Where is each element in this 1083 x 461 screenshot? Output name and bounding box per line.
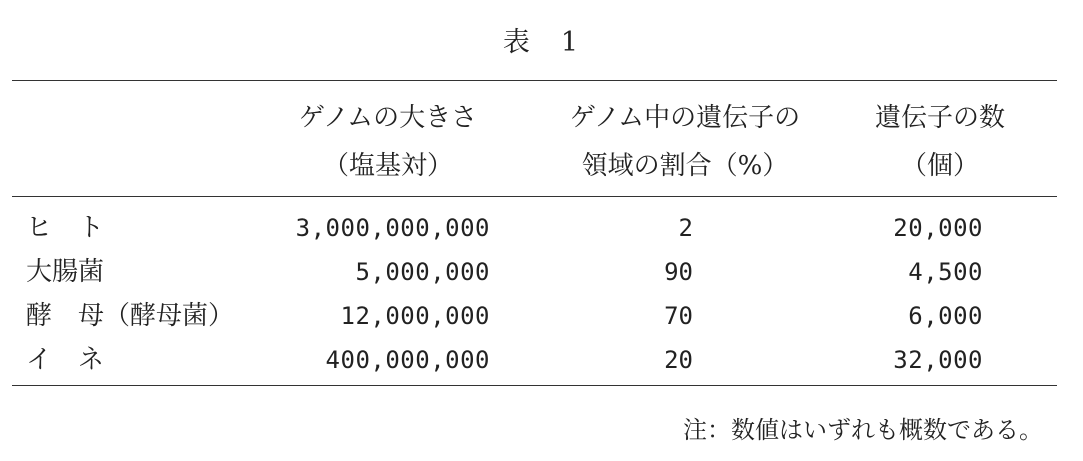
table-bottom-rule [12,385,1057,386]
gene-count-value: 6,000 [908,302,983,330]
header-genome-size [268,94,508,190]
table-title: 表 1 [502,27,581,58]
header-gene-count-line2: （個） [900,151,979,181]
table-row [0,294,1083,338]
table-row [0,250,1083,294]
header-gene-region-pct [540,94,830,190]
gene-region-pct-value: 20 [664,346,693,374]
organism-name: 大腸菌 [26,257,105,287]
gene-count-value: 32,000 [893,346,983,374]
header-genome-size-line2: （塩基対） [322,151,453,181]
genome-size-value: 400,000,000 [325,346,490,374]
organism-name: 酵 母（酵母菌） [26,301,235,331]
gene-count-value: 20,000 [893,214,983,242]
gene-region-pct-value: 90 [664,258,693,286]
table-top-rule [12,80,1057,81]
header-gene-region-pct-line2: 領域の割合（%） [581,151,789,181]
gene-region-pct-value: 70 [664,302,693,330]
genome-size-value: 12,000,000 [340,302,490,330]
table-row [0,338,1083,382]
header-gene-count [850,94,1030,190]
header-genome-size-line1: ゲノムの大きさ [298,103,478,133]
table-header-rule [12,196,1057,197]
genome-size-value: 3,000,000,000 [295,214,490,242]
gene-region-pct-value: 2 [678,214,693,242]
genome-size-value: 5,000,000 [355,258,490,286]
organism-name: ヒ ト [26,213,105,243]
header-gene-count-line1: 遺伝子の数 [874,103,1005,133]
organism-name: イ ネ [26,345,105,375]
gene-count-value: 4,500 [908,258,983,286]
table-footnote: 注：数値はいずれも概数である。 [683,416,1043,444]
header-gene-region-pct-line1: ゲノム中の遺伝子の [569,103,801,133]
table-row [0,206,1083,250]
